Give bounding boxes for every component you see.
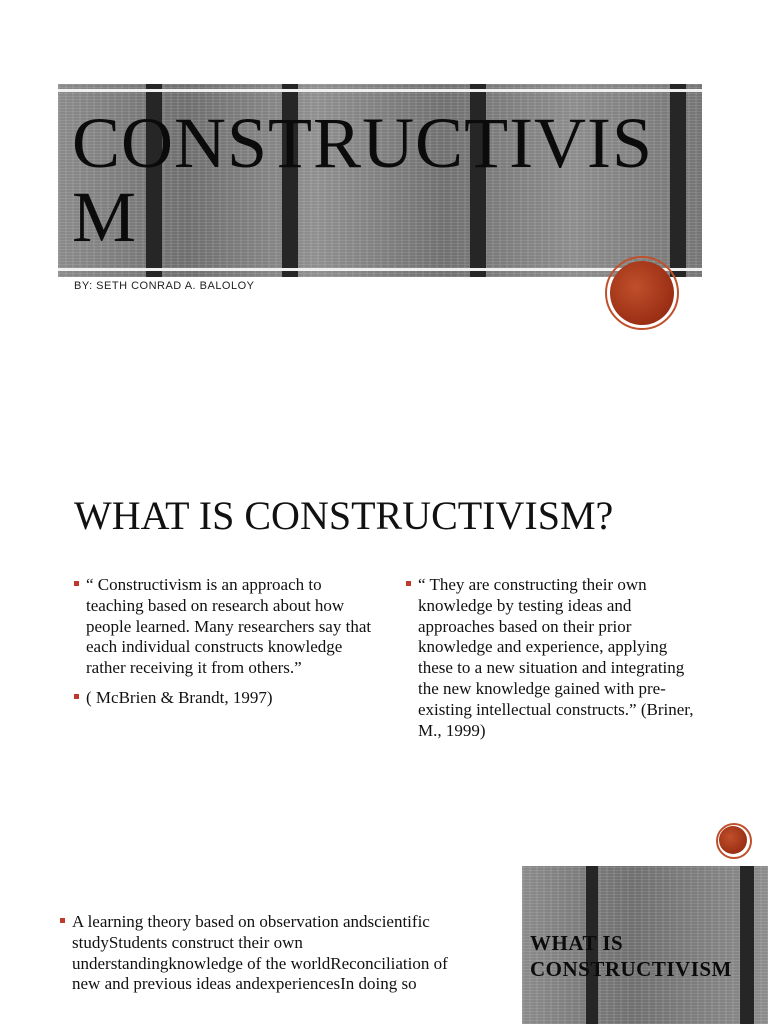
list-item: “ They are constructing their own knowledge by testing ideas and approaches based on their prior knowledge and experience, applying these to a new situation and integrating the new knowledge gained with pre-existing intellectual constructs.” (Briner, M., 1999) — [406, 575, 706, 741]
banner-bottom-rule — [58, 268, 702, 271]
title-banner — [58, 84, 702, 277]
slide-title: CONSTRUCTIVISM — [72, 103, 654, 257]
slide3-body — [60, 912, 460, 1004]
list-item: “ Constructivism is an approach to teaching based on research about how people learned. Many researchers say that each individual constructs knowledge rather receiving it from others.” — [74, 575, 374, 679]
section-heading: WHAT IS CONSTRUCTIVISM? — [74, 493, 614, 538]
side-title-banner — [522, 866, 768, 1024]
list-item: ( McBrien & Brandt, 1997) — [74, 688, 374, 709]
author-byline: BY: SETH CONRAD A. BALOLOY — [74, 280, 255, 292]
accent-circle — [719, 826, 747, 854]
accent-circle — [610, 261, 674, 325]
left-column — [74, 575, 374, 718]
right-column — [406, 575, 706, 750]
side-title: WHAT IS CONSTRUCTIVISM — [530, 931, 732, 981]
banner-top-rule — [58, 89, 702, 92]
list-item: A learning theory based on observation andscientific studyStudents construct their own understandingknowledge of the worldReconciliation of new and previous ideas andexperiencesIn doing so — [60, 912, 460, 995]
